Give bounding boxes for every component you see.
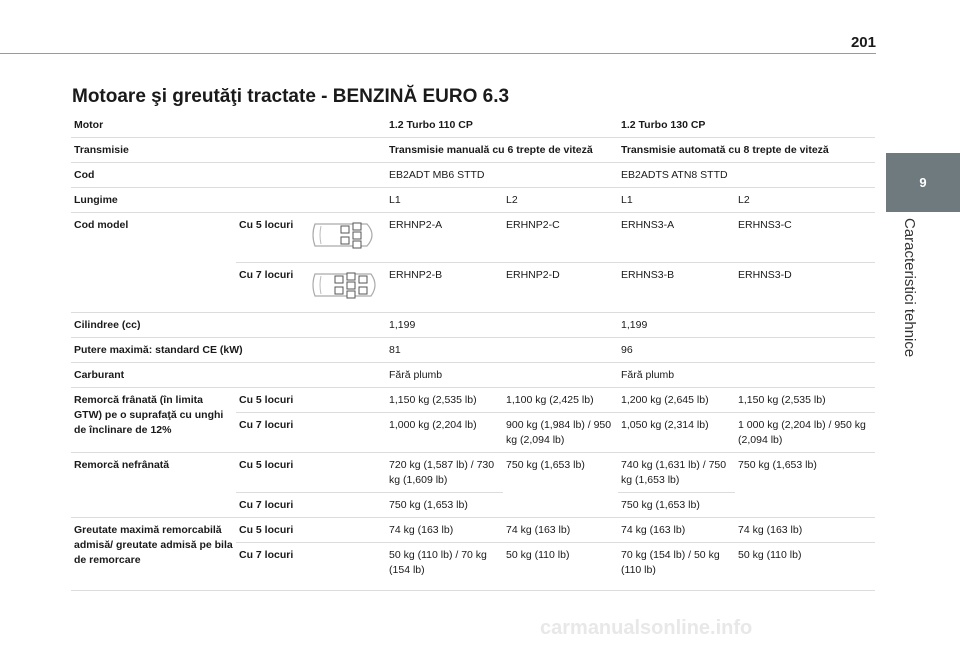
cell: 1.2 Turbo 130 CP [618, 113, 875, 138]
row-label: Remorcă nefrânată [71, 453, 236, 518]
cell: 96 [618, 338, 875, 363]
cell: 750 kg (1,653 lb) [503, 453, 618, 518]
cell: EB2ADTS ATN8 STTD [618, 163, 875, 188]
cell: Fără plumb [618, 363, 875, 388]
cell: 1 000 kg (2,204 lb) / 950 kg (2,094 lb) [735, 413, 875, 453]
table-row [71, 338, 875, 363]
cell: 70 kg (154 lb) / 50 kg (110 lb) [618, 543, 735, 591]
table-row [71, 388, 875, 413]
seats-label: Cu 5 locuri [236, 518, 386, 543]
cell: 750 kg (1,653 lb) [735, 453, 875, 518]
row-label: Greutate maximă remorcabilă admisă/ greutate admisă pe bila de remorcare [71, 518, 236, 591]
cell: ERHNS3-D [735, 263, 875, 313]
cell: 740 kg (1,631 lb) / 750 kg (1,653 lb) [618, 453, 735, 493]
cell: Fără plumb [386, 363, 618, 388]
cell: 74 kg (163 lb) [503, 518, 618, 543]
seats-label: Cu 5 locuri [236, 453, 386, 493]
cell: ERHNP2-B [386, 263, 503, 313]
table-row [71, 113, 875, 138]
table-row [71, 188, 875, 213]
seats-label: Cu 7 locuri [236, 413, 386, 453]
cell: ERHNP2-C [503, 213, 618, 263]
cell: 1,100 kg (2,425 lb) [503, 388, 618, 413]
row-label: Putere maximă: standard CE (kW) [71, 338, 386, 363]
page-number: 201 [850, 34, 876, 51]
cell: Transmisie automată cu 8 trepte de viteză [618, 138, 875, 163]
cell: 720 kg (1,587 lb) / 730 kg (1,609 lb) [386, 453, 503, 493]
cell: 900 kg (1,984 lb) / 950 kg (2,094 lb) [503, 413, 618, 453]
cell: 1,199 [386, 313, 618, 338]
cell: 81 [386, 338, 618, 363]
cell: 1,000 kg (2,204 lb) [386, 413, 503, 453]
cell: Transmisie manuală cu 6 trepte de viteză [386, 138, 618, 163]
cell: 1.2 Turbo 110 CP [386, 113, 618, 138]
cell: 1,199 [618, 313, 875, 338]
cell: 1,150 kg (2,535 lb) [735, 388, 875, 413]
table-row [71, 138, 875, 163]
row-label: Lungime [71, 188, 386, 213]
seats-label: Cu 5 locuri [236, 213, 306, 263]
cell: 50 kg (110 lb) / 70 kg (154 lb) [386, 543, 503, 591]
watermark: carmanualsonline.info [540, 617, 753, 639]
cell: ERHNP2-A [386, 213, 503, 263]
cell: L2 [735, 188, 875, 213]
seats-label: Cu 7 locuri [236, 493, 386, 518]
row-label: Remorcă frânată (în limita GTW) pe o suprafaţă cu unghi de înclinare de 12% [71, 388, 236, 453]
row-label: Cod model [71, 213, 236, 313]
row-label: Transmisie [71, 138, 386, 163]
chapter-label-text: Caracteristici tehnice [901, 218, 918, 358]
cell: 750 kg (1,653 lb) [386, 493, 503, 518]
table-row [71, 363, 875, 388]
cell: 74 kg (163 lb) [618, 518, 735, 543]
row-label: Cod [71, 163, 386, 188]
cell: 750 kg (1,653 lb) [618, 493, 735, 518]
cell: 50 kg (110 lb) [735, 543, 875, 591]
chapter-label [868, 218, 948, 396]
header-rule [0, 53, 876, 54]
chapter-tab[interactable]: 9 [886, 153, 960, 212]
cell: L2 [503, 188, 618, 213]
table-row [71, 313, 875, 338]
seats-label: Cu 7 locuri [236, 263, 306, 313]
car-7-seats-icon [306, 263, 386, 313]
row-label: Cilindree (cc) [71, 313, 386, 338]
cell: ERHNS3-C [735, 213, 875, 263]
cell: ERHNS3-A [618, 213, 735, 263]
table-row [71, 518, 875, 543]
car-5-seats-icon [306, 213, 386, 263]
cell: L1 [618, 188, 735, 213]
table-row [71, 213, 875, 263]
seats-label: Cu 7 locuri [236, 543, 386, 591]
page-title: Motoare şi greutăţi tractate - BENZINĂ EURO 6.3 [72, 86, 510, 107]
engine-spec-table [71, 113, 875, 591]
cell: 1,200 kg (2,645 lb) [618, 388, 735, 413]
cell: 74 kg (163 lb) [735, 518, 875, 543]
cell: ERHNS3-B [618, 263, 735, 313]
cell: L1 [386, 188, 503, 213]
table-row [71, 163, 875, 188]
cell: 50 kg (110 lb) [503, 543, 618, 591]
cell: 74 kg (163 lb) [386, 518, 503, 543]
row-label: Carburant [71, 363, 386, 388]
cell: ERHNP2-D [503, 263, 618, 313]
cell: 1,050 kg (2,314 lb) [618, 413, 735, 453]
row-label: Motor [71, 113, 386, 138]
cell: EB2ADT MB6 STTD [386, 163, 618, 188]
table-row [71, 453, 875, 493]
seats-label: Cu 5 locuri [236, 388, 386, 413]
cell: 1,150 kg (2,535 lb) [386, 388, 503, 413]
